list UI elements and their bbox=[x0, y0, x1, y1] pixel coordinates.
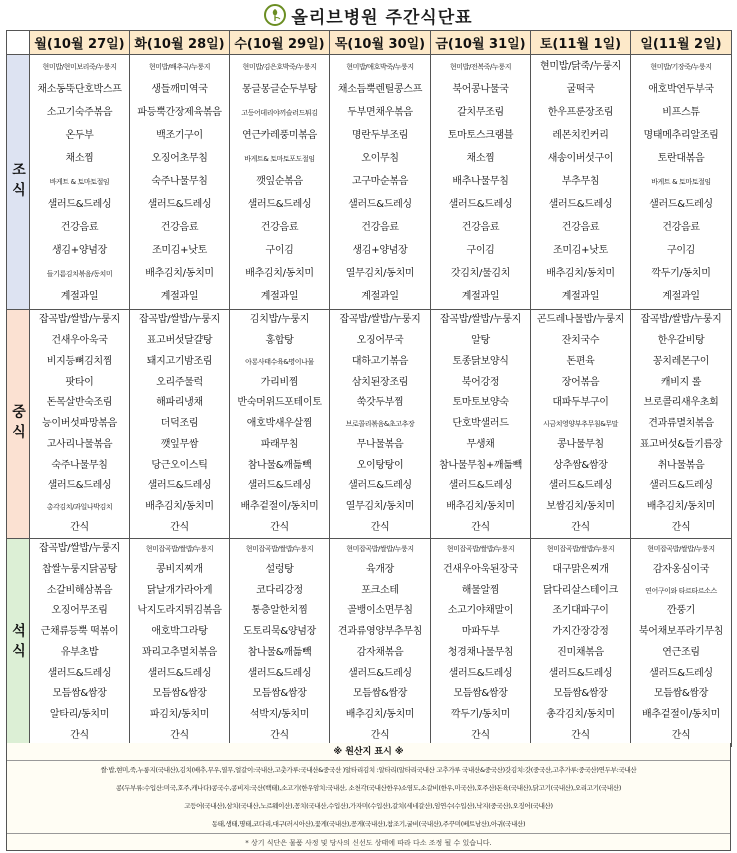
menu-item: 명태메추리알조림 bbox=[643, 129, 719, 141]
breakfast-row bbox=[7, 55, 732, 310]
menu-item: 새송이버섯구이 bbox=[547, 152, 614, 164]
menu-item: 돼지고기밤조림 bbox=[146, 355, 213, 367]
menu-item: 고등어데리야끼슬러드튀김 bbox=[241, 108, 318, 117]
menu-item: 갈치무조림 bbox=[457, 106, 504, 118]
menu-item: 간식 bbox=[571, 729, 590, 741]
menu-item: 가지간장강정 bbox=[552, 626, 609, 638]
menu-item: 온두부 bbox=[65, 129, 94, 141]
menu-item: 오리주물럭 bbox=[156, 376, 203, 388]
menu-item: 알타리/동치미 bbox=[49, 708, 110, 720]
menu-item: 애호박연두부국 bbox=[648, 83, 714, 95]
menu-item: 감자채볶음 bbox=[356, 646, 404, 658]
menu-item: 계절과일 bbox=[260, 291, 299, 303]
menu-item: 계절과일 bbox=[160, 291, 199, 303]
menu-item: 돈편육 bbox=[566, 355, 595, 367]
menu-item: 현미잡곡밥/쌀밥/누룽지 bbox=[346, 545, 414, 554]
menu-item: 콩비지찌개 bbox=[156, 564, 203, 576]
menu-cell bbox=[531, 55, 631, 310]
menu-item: 백조기구이 bbox=[156, 129, 203, 141]
menu-item: 배추김치/동치미 bbox=[245, 268, 314, 280]
menu-item: 현미잡곡밥/쌀밥/누룽지 bbox=[546, 545, 615, 554]
menu-item: 건강음료 bbox=[461, 222, 500, 234]
menu-item: 간식 bbox=[370, 729, 390, 741]
menu-item: 참나물무침+깨듦빽 bbox=[439, 459, 522, 471]
meal-label-dinner: 석식 bbox=[7, 539, 30, 747]
menu-item: 애호박새우살찜 bbox=[246, 418, 313, 430]
menu-item: 구이김 bbox=[265, 245, 294, 257]
menu-cell bbox=[531, 310, 631, 539]
weekly-menu-table bbox=[6, 30, 732, 747]
day-header: 월(10월 27일) bbox=[30, 31, 130, 55]
menu-item: 마파두부 bbox=[461, 626, 500, 638]
menu-item: 숙주나물무침 bbox=[51, 459, 108, 471]
menu-item: 바게트 & 토마토절임 bbox=[49, 177, 110, 186]
menu-item: 생김+양념장 bbox=[352, 245, 408, 257]
menu-item: 간식 bbox=[671, 521, 691, 533]
menu-item: 두부면채우볶음 bbox=[347, 106, 413, 118]
menu-item: 소갈비해삼볶음 bbox=[46, 584, 113, 596]
menu-item: 캐비지 롤 bbox=[660, 376, 702, 388]
menu-item: 잡곡밥/쌀밥/누룽지 bbox=[339, 314, 421, 326]
menu-item: 샐러드&드레싱 bbox=[448, 667, 513, 679]
menu-item: 토마토보양숙 bbox=[452, 397, 509, 409]
menu-item: 건강음료 bbox=[561, 222, 600, 234]
menu-item: 북어채보푸라기무침 bbox=[638, 626, 724, 638]
menu-item: 깍두기/동치미 bbox=[651, 268, 711, 280]
menu-item: 잡곡밥/쌀밥/누룽지 bbox=[439, 314, 522, 326]
menu-item: 현미밥/전복죽/누룽지 bbox=[449, 62, 512, 71]
menu-cell bbox=[431, 55, 531, 310]
menu-item: 갓김치/물김치 bbox=[450, 268, 511, 280]
menu-item: 고구마순볶음 bbox=[351, 175, 409, 187]
menu-item: 돈목살반숙조림 bbox=[46, 397, 113, 409]
menu-item: 연어구이와 타르타르소스 bbox=[645, 586, 717, 595]
menu-item: 깻잎무쌈 bbox=[160, 438, 199, 450]
menu-item: 오징어초무침 bbox=[151, 152, 208, 164]
menu-item: 간식 bbox=[70, 729, 89, 741]
menu-item: 모듬쌈&쌈장 bbox=[252, 688, 307, 700]
menu-item: 샐러드&드레싱 bbox=[47, 199, 112, 210]
menu-cell bbox=[130, 55, 230, 310]
menu-item: 알탕 bbox=[471, 335, 490, 347]
menu-item: 배추나물무침 bbox=[452, 175, 509, 187]
menu-item: 잔치국수 bbox=[561, 335, 600, 347]
menu-item: 잡곡밥/쌀밥/누룽지 bbox=[38, 314, 121, 326]
menu-item: 열무김치/동치미 bbox=[345, 268, 415, 280]
day-header: 목(10월 30일) bbox=[330, 31, 431, 55]
menu-item: 견과류영양부추무침 bbox=[337, 626, 423, 638]
menu-item: 진미채볶음 bbox=[557, 646, 604, 658]
menu-item: 건강음료 bbox=[60, 222, 99, 234]
menu-item: 현미밥/닭죽/누룽지 bbox=[539, 60, 622, 72]
menu-cell bbox=[230, 539, 330, 747]
menu-item: 토란대볶음 bbox=[657, 152, 705, 164]
menu-item: 단호박샐러드 bbox=[452, 418, 509, 430]
menu-cell bbox=[130, 310, 230, 539]
menu-item: 연근조림 bbox=[662, 646, 700, 658]
menu-cell bbox=[431, 539, 531, 747]
menu-item: 모듬쌈&쌈장 bbox=[553, 688, 608, 700]
menu-item: 샐러드&드레싱 bbox=[147, 667, 212, 679]
menu-item: 모듬쌈&쌈장 bbox=[52, 688, 107, 700]
menu-item: 설렁탕 bbox=[265, 564, 294, 576]
menu-item: 감자옹심이국 bbox=[652, 564, 710, 576]
menu-item: 현미잡곡밥/쌀밥/누룽지 bbox=[647, 545, 715, 554]
menu-item: 채소듬뿍렌틸콩스프 bbox=[337, 83, 423, 95]
menu-item: 오이탕탕이 bbox=[356, 459, 404, 471]
menu-item: 김치밥/누룽지 bbox=[249, 314, 310, 326]
menu-item: 근채류등뿍 떡볶이 bbox=[40, 626, 119, 638]
menu-cell bbox=[631, 55, 732, 310]
page-title: 올리브병원 주간식단표 bbox=[291, 7, 473, 28]
menu-item: 간식 bbox=[671, 729, 691, 741]
menu-item: 배추김치/동치미 bbox=[646, 500, 716, 512]
menu-item: 상추쌈&쌈장 bbox=[553, 459, 608, 471]
menu-cell bbox=[531, 539, 631, 747]
menu-item: 깻잎순볶음 bbox=[256, 175, 303, 187]
menu-item: 샐러드&드레싱 bbox=[649, 480, 713, 492]
menu-item: 계절과일 bbox=[561, 291, 600, 303]
day-header: 토(11월 1일) bbox=[531, 31, 631, 55]
menu-item: 현미잡곡밥/쌀밥/누룽지 bbox=[245, 545, 314, 554]
menu-item: 비지등뼈김치찜 bbox=[46, 355, 113, 367]
day-header-row bbox=[7, 31, 732, 55]
day-header: 수(10월 29일) bbox=[230, 31, 330, 55]
lunch-row bbox=[7, 310, 732, 539]
hospital-logo-icon bbox=[264, 4, 286, 26]
menu-item: 건강음료 bbox=[260, 222, 299, 234]
menu-item: 샐러드&드레싱 bbox=[47, 667, 112, 679]
menu-item: 닭날개가라아게 bbox=[146, 584, 213, 596]
menu-item: 해파리냉채 bbox=[156, 397, 203, 409]
menu-item: 대파두부구이 bbox=[552, 397, 609, 409]
menu-item: 취나물볶음 bbox=[657, 459, 705, 471]
menu-item: 대구맑은찌개 bbox=[552, 564, 609, 576]
menu-item: 육개장 bbox=[365, 564, 395, 576]
menu-item: 꽁치레몬구이 bbox=[652, 355, 710, 367]
menu-item: 배추김치/동치미 bbox=[145, 500, 214, 512]
menu-item: 북어콩나물국 bbox=[452, 83, 509, 95]
menu-item: 건강음료 bbox=[662, 222, 700, 234]
menu-cell bbox=[330, 310, 431, 539]
footnote: * 상기 식단은 물품 사정 및 당사의 신선도 상태에 따라 다소 조정 될 수 있습니다. bbox=[7, 833, 730, 851]
menu-item: 홍합탕 bbox=[265, 335, 294, 347]
menu-item: 샐러드&드레싱 bbox=[448, 480, 513, 492]
menu-item: 열무김치/동치미 bbox=[345, 500, 415, 512]
menu-item: 오이무침 bbox=[361, 152, 399, 164]
menu-item: 샐러드&드레싱 bbox=[247, 480, 312, 492]
menu-item: 한우갈비탕 bbox=[657, 335, 705, 347]
menu-item: 간식 bbox=[471, 729, 490, 741]
menu-item: 토종닭보양식 bbox=[452, 355, 509, 367]
menu-item: 샐러드&드레싱 bbox=[247, 667, 312, 679]
origin-line: 고등어(국내산),삼치(국내산,노르웨이산),꽁치(국내산,수입산),가자미(수입산),갈치(세네갈산),임연수(수입산),낙지(중국산),오징어(국내산) bbox=[184, 802, 553, 810]
menu-item: 해물알찜 bbox=[461, 584, 500, 596]
menu-item: 샐러드&드레싱 bbox=[348, 199, 412, 210]
menu-item: 깐풍기 bbox=[666, 605, 696, 617]
menu-item: 레몬치킨커리 bbox=[552, 129, 609, 141]
menu-item: 샐러드&드레싱 bbox=[649, 667, 713, 679]
day-header: 금(10월 31일) bbox=[431, 31, 531, 55]
origin-line: 콩(두부류:수입산:미국,호주,캐나다)콩국수,콩비지:국산(백태),소고기(한우암치:국내산, 소천각(국내산한우)소염도,소갈비(한우,미국산),호주산)돈육(국내산),닭고기(국내산),오리고기(국내산) bbox=[115, 784, 622, 792]
menu-item: 깍두기/동치미 bbox=[450, 708, 511, 720]
menu-item: 견과류멸치볶음 bbox=[648, 418, 714, 430]
menu-item: 건강음료 bbox=[160, 222, 199, 234]
menu-item: 잡곡밥/쌀밥/누룽지 bbox=[38, 543, 121, 555]
corner-cell bbox=[7, 31, 30, 55]
menu-item: 닭다리살스테이크 bbox=[543, 584, 618, 596]
menu-item: 계절과일 bbox=[60, 291, 99, 303]
menu-cell bbox=[431, 310, 531, 539]
menu-item: 브로콜리볶음&초고추장 bbox=[345, 420, 415, 429]
menu-item: 조미김+낫토 bbox=[152, 245, 207, 257]
menu-item: 간식 bbox=[170, 729, 189, 741]
menu-cell bbox=[30, 539, 130, 747]
menu-item: 배추겉절이/동치미 bbox=[642, 708, 720, 720]
menu-item: 석박지/동치미 bbox=[249, 708, 310, 720]
menu-item: 파등뿍간장제육볶음 bbox=[137, 106, 222, 118]
menu-item: 모듬쌈&쌈장 bbox=[653, 688, 709, 700]
menu-item: 간식 bbox=[270, 521, 289, 533]
menu-item: 배추김치/동치미 bbox=[345, 708, 415, 720]
menu-item: 바게트 & 토마토절임 bbox=[651, 177, 711, 186]
header bbox=[0, 0, 737, 30]
menu-item: 조기대파구이 bbox=[552, 605, 609, 617]
menu-item: 간식 bbox=[170, 521, 189, 533]
menu-item: 간식 bbox=[471, 521, 490, 533]
menu-item: 샐러드&드레싱 bbox=[348, 480, 412, 492]
menu-item: 샐러드&드레싱 bbox=[548, 199, 613, 210]
menu-item: 가리비찜 bbox=[260, 376, 299, 388]
menu-item: 연근카레풍미볶음 bbox=[242, 129, 317, 141]
menu-item: 생들깨미역국 bbox=[151, 83, 208, 95]
menu-item: 건강음료 bbox=[361, 222, 399, 234]
menu-cell bbox=[230, 55, 330, 310]
menu-item: 배추김치/동치미 bbox=[145, 268, 214, 280]
menu-item: 참나물&깨듦빽 bbox=[247, 459, 312, 471]
menu-item: 현미밥/현미보리죽/누룽지 bbox=[42, 62, 117, 71]
menu-item: 당근오이스틱 bbox=[151, 459, 208, 471]
menu-item: 대하고기볶음 bbox=[351, 355, 409, 367]
menu-item: 모듬쌈&쌈장 bbox=[152, 688, 207, 700]
menu-item: 통층알한치찜 bbox=[251, 605, 308, 617]
menu-item: 보쌈김치/동치미 bbox=[546, 500, 615, 512]
menu-item: 파김치/동치미 bbox=[149, 708, 210, 720]
origin-title: ※ 원산지 표시 ※ bbox=[7, 743, 730, 761]
menu-cell bbox=[330, 539, 431, 747]
menu-cell bbox=[631, 310, 732, 539]
menu-item: 코다리강정 bbox=[256, 584, 303, 596]
menu-item: 숙주나물무침 bbox=[151, 175, 208, 187]
menu-item: 삼치된장조림 bbox=[351, 376, 409, 388]
menu-item: 모듬쌈&쌈장 bbox=[453, 688, 508, 700]
menu-item: 표고버섯&들기름장 bbox=[639, 438, 723, 450]
menu-item: 구이김 bbox=[466, 245, 495, 257]
day-header: 일(11월 2일) bbox=[631, 31, 732, 55]
menu-item: 소고기숙주볶음 bbox=[46, 106, 113, 118]
menu-item: 채소찜 bbox=[65, 152, 94, 164]
menu-cell bbox=[130, 539, 230, 747]
menu-item: 간식 bbox=[70, 521, 89, 533]
menu-item: 비프스튜 bbox=[662, 106, 700, 118]
menu-item: 골뱅이소면무침 bbox=[347, 605, 413, 617]
menu-item: 파래무침 bbox=[260, 438, 299, 450]
menu-item: 낙지도라지튀김볶음 bbox=[137, 605, 222, 617]
menu-item: 간식 bbox=[270, 729, 289, 741]
menu-item: 명란두부조림 bbox=[351, 129, 409, 141]
menu-item: 한우프룬장조림 bbox=[547, 106, 614, 118]
menu-item: 현미잡곡밥/쌀밥/누룽지 bbox=[145, 545, 214, 554]
menu-item: 애호박그라탕 bbox=[151, 626, 208, 638]
menu-item: 표고버섯달걀탕 bbox=[146, 335, 213, 347]
menu-item: 생김+양념장 bbox=[52, 245, 107, 257]
menu-item: 시금치영양부추무침&무말 bbox=[542, 420, 619, 429]
menu-item: 샐러드&드레싱 bbox=[649, 199, 713, 210]
menu-item: 현미밥/김은호박죽/누룽지 bbox=[242, 62, 317, 71]
menu-item: 현미밥/애호박죽/누룽지 bbox=[346, 62, 414, 71]
menu-item: 총각김치/과일나박김치 bbox=[46, 502, 113, 511]
menu-item: 샐러드&드레싱 bbox=[147, 199, 212, 210]
meal-label-breakfast: 조식 bbox=[7, 55, 30, 310]
menu-item: 곤드레나물밥/누룽지 bbox=[536, 314, 625, 326]
menu-item: 샐러드&드레싱 bbox=[548, 480, 613, 492]
menu-item: 조미김+낫토 bbox=[553, 245, 608, 257]
menu-item: 브로콜리새우초회 bbox=[643, 397, 719, 409]
menu-item: 오징어무조림 bbox=[51, 605, 108, 617]
menu-item: 무나물볶음 bbox=[356, 438, 404, 450]
menu-item: 구이김 bbox=[666, 245, 696, 257]
menu-item: 잡곡밥/쌀밥/누룽지 bbox=[640, 314, 722, 326]
menu-item: 바게트& 토마토포도절임 bbox=[244, 154, 315, 163]
menu-cell bbox=[30, 55, 130, 310]
menu-item: 잡곡밥/쌀밥/누룽지 bbox=[138, 314, 221, 326]
menu-item: 건새우아욱국 bbox=[51, 335, 108, 347]
menu-item: 계절과일 bbox=[361, 291, 399, 303]
menu-item: 콩나물무침 bbox=[557, 438, 604, 450]
menu-item: 오징어무국 bbox=[356, 335, 404, 347]
menu-cell bbox=[330, 55, 431, 310]
menu-item: 들기름김치볶음/동치미 bbox=[46, 270, 113, 279]
menu-cell bbox=[631, 539, 732, 747]
menu-item: 부추무침 bbox=[561, 175, 600, 187]
menu-item: 현미잡곡밥/쌀밥/누룽지 bbox=[446, 545, 515, 554]
menu-item: 몽글몽글순두부탕 bbox=[242, 83, 317, 95]
menu-item: 샐러드&드레싱 bbox=[448, 199, 513, 210]
menu-item: 반숙머위드포테이토 bbox=[237, 397, 322, 409]
menu-item: 유부초밥 bbox=[60, 646, 99, 658]
menu-item: 간식 bbox=[370, 521, 390, 533]
menu-item: 샐러드&드레싱 bbox=[47, 480, 112, 492]
menu-item: 능이버섯파망볶음 bbox=[42, 418, 117, 430]
menu-item: 건새우아욱된장국 bbox=[443, 564, 518, 576]
origin-line: 쌀·밥,현미,죽,누룽지(국내산),김치(배추,무우,열무,얼갈이:국내산,고춧가루:국내산&중국산 )알타리김치 :알타리(알타리국내산 고추가루 국내산&중국산)갓김치:갓(중국산,고추가루:중국산)연두부:국내산 bbox=[100, 766, 637, 774]
dinner-row bbox=[7, 539, 732, 747]
menu-item: 현미밥/기장죽/누룽지 bbox=[650, 62, 712, 71]
menu-item: 굴떡국 bbox=[566, 83, 595, 95]
menu-item: 도토리묵&양념장 bbox=[242, 626, 317, 638]
menu-item: 꽈리고추멸치볶음 bbox=[142, 646, 217, 658]
menu-item: 간식 bbox=[571, 521, 590, 533]
menu-item: 참나물&깨듦빽 bbox=[247, 646, 312, 658]
menu-item: 샐러드&드레싱 bbox=[348, 667, 412, 679]
menu-item: 토마토스크램블 bbox=[447, 129, 514, 141]
menu-item: 쑥갓두부찜 bbox=[356, 397, 404, 409]
menu-item: 샐러드&드레싱 bbox=[247, 199, 312, 210]
menu-cell bbox=[230, 310, 330, 539]
menu-item: 총각김치/동치미 bbox=[546, 708, 615, 720]
menu-item: 청경채나물무침 bbox=[447, 646, 514, 658]
menu-item: 더덕조림 bbox=[160, 418, 199, 430]
origin-line: 동태,생태,명태,코다리,대구(러시아산),꽃게(국내산),꽁게(국내산),참조기,굴비(국내산),주꾸미(베트남산),아귀(국내산) bbox=[211, 820, 526, 828]
menu-item: 찹쌀누룽지닭곰탕 bbox=[42, 564, 117, 576]
menu-item: 무생채 bbox=[466, 438, 495, 450]
menu-item: 배추김치/동치미 bbox=[546, 268, 615, 280]
menu-item: 아롱사태수육&명이나물 bbox=[245, 357, 314, 366]
menu-item: 샐러드&드레싱 bbox=[548, 667, 613, 679]
menu-item: 배추김치/동치미 bbox=[446, 500, 515, 512]
menu-item: 고사리나물볶음 bbox=[46, 438, 113, 450]
menu-item: 모듬쌈&쌈장 bbox=[352, 688, 408, 700]
menu-item: 팟타이 bbox=[65, 376, 94, 388]
meal-label-lunch: 중식 bbox=[7, 310, 30, 539]
menu-item: 소고기야채말이 bbox=[447, 605, 514, 617]
menu-item: 채소찜 bbox=[466, 152, 495, 164]
menu-item: 채소동뚝단호박스프 bbox=[37, 83, 122, 95]
menu-item: 북어강정 bbox=[461, 376, 500, 388]
menu-item: 계절과일 bbox=[662, 291, 700, 303]
menu-cell bbox=[30, 310, 130, 539]
menu-item: 장어볶음 bbox=[561, 376, 600, 388]
menu-item: 현미밥/배추국/누룽지 bbox=[148, 62, 211, 71]
menu-item: 계절과일 bbox=[461, 291, 500, 303]
menu-item: 샐러드&드레싱 bbox=[147, 480, 212, 492]
origin-section bbox=[6, 743, 731, 851]
menu-item: 배추겉절이/동치미 bbox=[240, 500, 319, 512]
menu-item: 포크소테 bbox=[361, 584, 399, 596]
day-header: 화(10월 28일) bbox=[130, 31, 230, 55]
